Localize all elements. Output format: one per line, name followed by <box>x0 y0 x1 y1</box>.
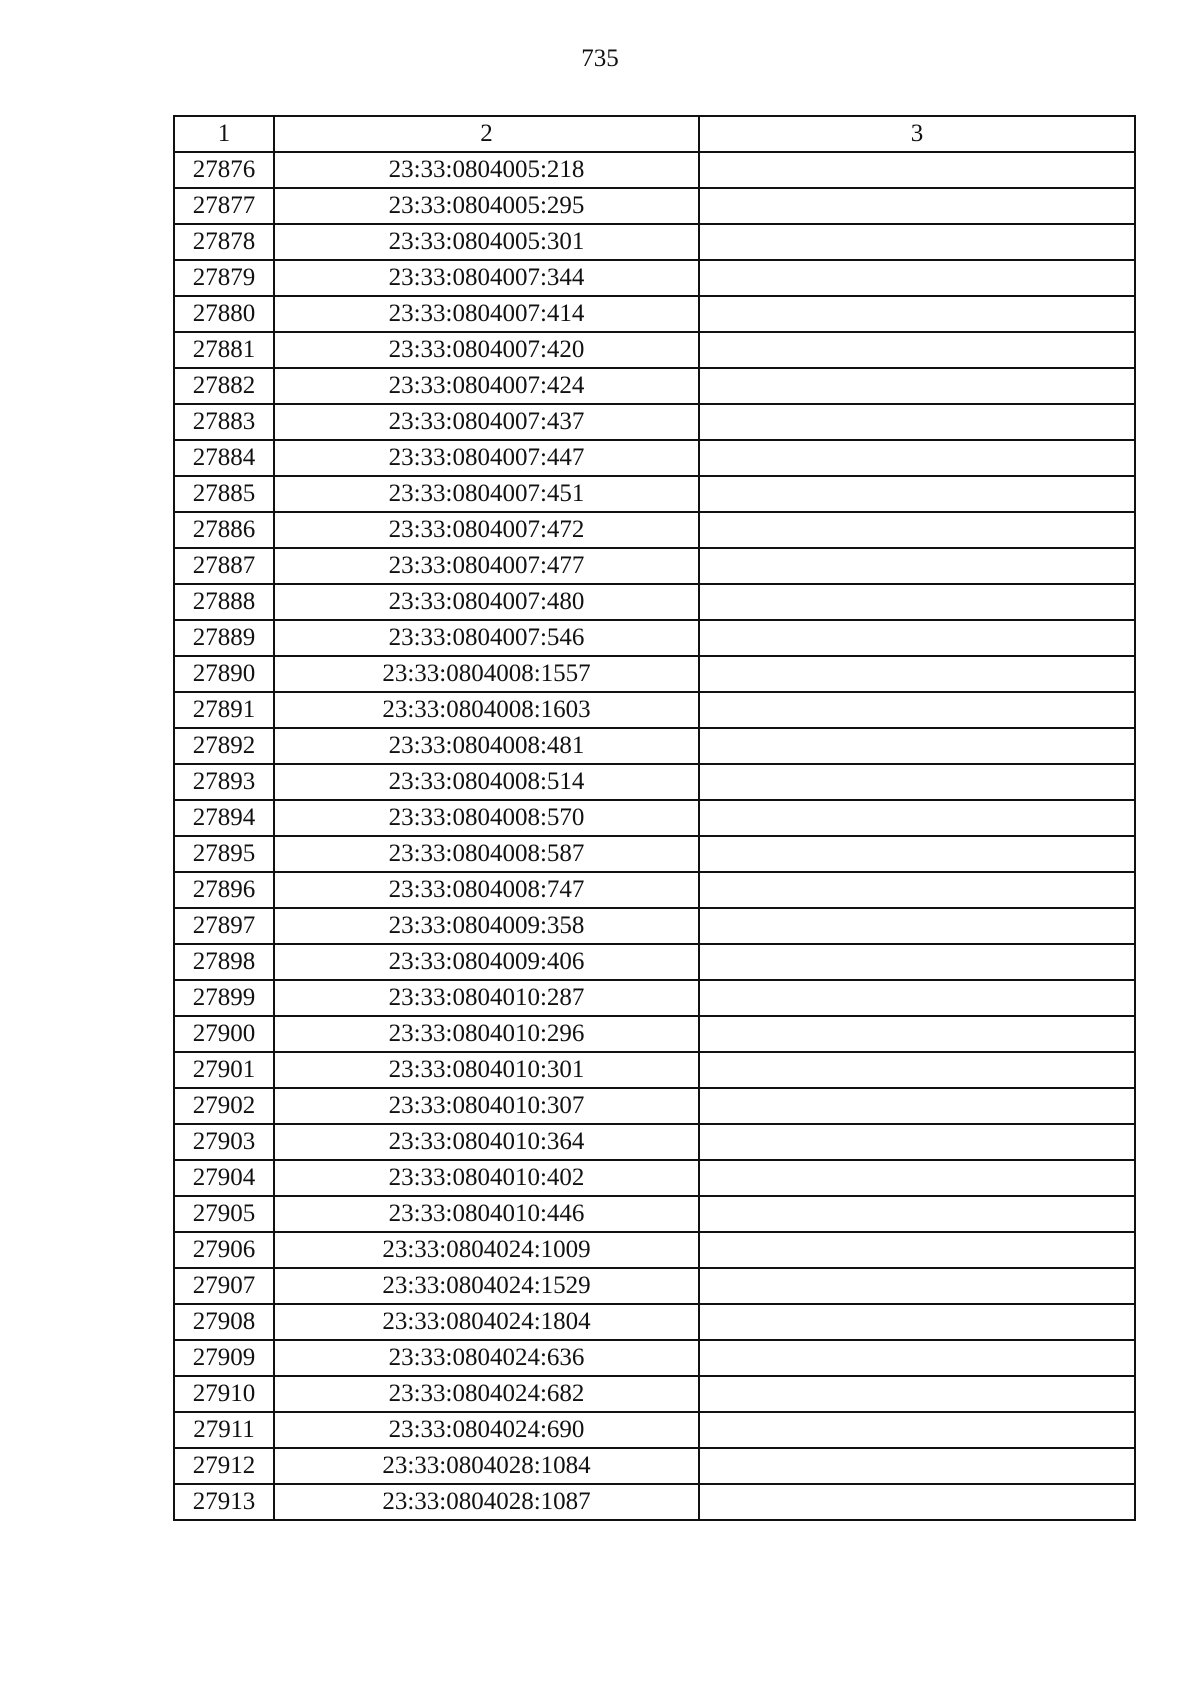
cadastral-number-cell: 23:33:0804024:1009 <box>274 1232 699 1268</box>
row-number-cell: 27906 <box>174 1232 274 1268</box>
row-number-cell: 27889 <box>174 620 274 656</box>
row-number-cell: 27885 <box>174 476 274 512</box>
cadastral-number-cell: 23:33:0804008:587 <box>274 836 699 872</box>
table-row <box>174 188 1135 224</box>
column-header-1: 1 <box>174 116 274 152</box>
cadastral-number-cell: 23:33:0804024:1529 <box>274 1268 699 1304</box>
table-row <box>174 944 1135 980</box>
row-number-cell: 27892 <box>174 728 274 764</box>
note-cell <box>699 692 1135 728</box>
table-row <box>174 656 1135 692</box>
table-row <box>174 1160 1135 1196</box>
table-row <box>174 332 1135 368</box>
note-cell <box>699 584 1135 620</box>
table-row <box>174 584 1135 620</box>
row-number-cell: 27878 <box>174 224 274 260</box>
note-cell <box>699 188 1135 224</box>
row-number-cell: 27887 <box>174 548 274 584</box>
cadastral-number-cell: 23:33:0804007:344 <box>274 260 699 296</box>
note-cell <box>699 908 1135 944</box>
cadastral-number-cell: 23:33:0804008:1603 <box>274 692 699 728</box>
cadastral-number-cell: 23:33:0804010:287 <box>274 980 699 1016</box>
row-number-cell: 27897 <box>174 908 274 944</box>
table-row <box>174 836 1135 872</box>
cadastral-number-cell: 23:33:0804009:358 <box>274 908 699 944</box>
table-row <box>174 908 1135 944</box>
table-row <box>174 1232 1135 1268</box>
row-number-cell: 27903 <box>174 1124 274 1160</box>
cadastral-number-cell: 23:33:0804010:301 <box>274 1052 699 1088</box>
table-row <box>174 1016 1135 1052</box>
table-row <box>174 1340 1135 1376</box>
cadastral-number-cell: 23:33:0804007:424 <box>274 368 699 404</box>
note-cell <box>699 260 1135 296</box>
cadastral-number-cell: 23:33:0804010:402 <box>274 1160 699 1196</box>
page-number: 735 <box>581 45 619 72</box>
note-cell <box>699 1484 1135 1520</box>
note-cell <box>699 548 1135 584</box>
cadastral-number-cell: 23:33:0804007:420 <box>274 332 699 368</box>
cadastral-number-cell: 23:33:0804008:514 <box>274 764 699 800</box>
note-cell <box>699 1340 1135 1376</box>
registry-table <box>173 115 1136 1521</box>
row-number-cell: 27900 <box>174 1016 274 1052</box>
row-number-cell: 27882 <box>174 368 274 404</box>
table-body <box>174 152 1135 1520</box>
note-cell <box>699 944 1135 980</box>
row-number-cell: 27884 <box>174 440 274 476</box>
table-row <box>174 1196 1135 1232</box>
table-row <box>174 1412 1135 1448</box>
note-cell <box>699 980 1135 1016</box>
row-number-cell: 27881 <box>174 332 274 368</box>
cadastral-number-cell: 23:33:0804010:446 <box>274 1196 699 1232</box>
note-cell <box>699 296 1135 332</box>
table-header-row <box>174 116 1135 152</box>
note-cell <box>699 1412 1135 1448</box>
row-number-cell: 27904 <box>174 1160 274 1196</box>
column-header-2: 2 <box>274 116 699 152</box>
note-cell <box>699 368 1135 404</box>
note-cell <box>699 152 1135 188</box>
note-cell <box>699 1304 1135 1340</box>
cadastral-number-cell: 23:33:0804008:747 <box>274 872 699 908</box>
cadastral-number-cell: 23:33:0804007:437 <box>274 404 699 440</box>
note-cell <box>699 440 1135 476</box>
cadastral-number-cell: 23:33:0804007:414 <box>274 296 699 332</box>
cadastral-number-cell: 23:33:0804028:1087 <box>274 1484 699 1520</box>
cadastral-number-cell: 23:33:0804007:447 <box>274 440 699 476</box>
cadastral-number-cell: 23:33:0804024:682 <box>274 1376 699 1412</box>
note-cell <box>699 620 1135 656</box>
table-row <box>174 548 1135 584</box>
table-row <box>174 728 1135 764</box>
row-number-cell: 27893 <box>174 764 274 800</box>
row-number-cell: 27888 <box>174 584 274 620</box>
cadastral-number-cell: 23:33:0804010:296 <box>274 1016 699 1052</box>
table-row <box>174 1304 1135 1340</box>
table-row <box>174 476 1135 512</box>
note-cell <box>699 476 1135 512</box>
cadastral-number-cell: 23:33:0804005:295 <box>274 188 699 224</box>
row-number-cell: 27911 <box>174 1412 274 1448</box>
note-cell <box>699 1376 1135 1412</box>
note-cell <box>699 404 1135 440</box>
row-number-cell: 27896 <box>174 872 274 908</box>
row-number-cell: 27905 <box>174 1196 274 1232</box>
note-cell <box>699 1160 1135 1196</box>
note-cell <box>699 512 1135 548</box>
table-row <box>174 692 1135 728</box>
note-cell <box>699 1124 1135 1160</box>
row-number-cell: 27901 <box>174 1052 274 1088</box>
note-cell <box>699 836 1135 872</box>
row-number-cell: 27912 <box>174 1448 274 1484</box>
row-number-cell: 27876 <box>174 152 274 188</box>
row-number-cell: 27877 <box>174 188 274 224</box>
note-cell <box>699 764 1135 800</box>
cadastral-number-cell: 23:33:0804028:1084 <box>274 1448 699 1484</box>
table-row <box>174 1124 1135 1160</box>
note-cell <box>699 1016 1135 1052</box>
note-cell <box>699 1268 1135 1304</box>
table-row <box>174 1088 1135 1124</box>
note-cell <box>699 1448 1135 1484</box>
row-number-cell: 27907 <box>174 1268 274 1304</box>
table-row <box>174 296 1135 332</box>
cadastral-number-cell: 23:33:0804008:481 <box>274 728 699 764</box>
cadastral-number-cell: 23:33:0804008:1557 <box>274 656 699 692</box>
table-row <box>174 1376 1135 1412</box>
row-number-cell: 27909 <box>174 1340 274 1376</box>
note-cell <box>699 728 1135 764</box>
table-row <box>174 152 1135 188</box>
row-number-cell: 27898 <box>174 944 274 980</box>
note-cell <box>699 224 1135 260</box>
table-row <box>174 224 1135 260</box>
note-cell <box>699 332 1135 368</box>
cadastral-number-cell: 23:33:0804007:477 <box>274 548 699 584</box>
table-row <box>174 1052 1135 1088</box>
note-cell <box>699 1052 1135 1088</box>
cadastral-number-cell: 23:33:0804008:570 <box>274 800 699 836</box>
cadastral-number-cell: 23:33:0804005:301 <box>274 224 699 260</box>
cadastral-number-cell: 23:33:0804010:307 <box>274 1088 699 1124</box>
note-cell <box>699 1196 1135 1232</box>
cadastral-number-cell: 23:33:0804007:480 <box>274 584 699 620</box>
note-cell <box>699 800 1135 836</box>
row-number-cell: 27902 <box>174 1088 274 1124</box>
cadastral-number-cell: 23:33:0804010:364 <box>274 1124 699 1160</box>
row-number-cell: 27879 <box>174 260 274 296</box>
cadastral-number-cell: 23:33:0804009:406 <box>274 944 699 980</box>
row-number-cell: 27895 <box>174 836 274 872</box>
cadastral-number-cell: 23:33:0804007:546 <box>274 620 699 656</box>
row-number-cell: 27908 <box>174 1304 274 1340</box>
note-cell <box>699 656 1135 692</box>
table-row <box>174 404 1135 440</box>
table-row <box>174 440 1135 476</box>
cadastral-number-cell: 23:33:0804024:690 <box>274 1412 699 1448</box>
row-number-cell: 27913 <box>174 1484 274 1520</box>
table-row <box>174 980 1135 1016</box>
cadastral-number-cell: 23:33:0804007:451 <box>274 476 699 512</box>
table-row <box>174 1268 1135 1304</box>
table-row <box>174 368 1135 404</box>
cadastral-number-cell: 23:33:0804024:636 <box>274 1340 699 1376</box>
table-row <box>174 872 1135 908</box>
table-row <box>174 620 1135 656</box>
table-row <box>174 260 1135 296</box>
cadastral-number-cell: 23:33:0804005:218 <box>274 152 699 188</box>
note-cell <box>699 872 1135 908</box>
row-number-cell: 27890 <box>174 656 274 692</box>
table-row <box>174 1448 1135 1484</box>
table-row <box>174 1484 1135 1520</box>
row-number-cell: 27886 <box>174 512 274 548</box>
row-number-cell: 27891 <box>174 692 274 728</box>
row-number-cell: 27894 <box>174 800 274 836</box>
note-cell <box>699 1088 1135 1124</box>
row-number-cell: 27880 <box>174 296 274 332</box>
row-number-cell: 27883 <box>174 404 274 440</box>
column-header-3: 3 <box>699 116 1135 152</box>
note-cell <box>699 1232 1135 1268</box>
cadastral-number-cell: 23:33:0804007:472 <box>274 512 699 548</box>
row-number-cell: 27910 <box>174 1376 274 1412</box>
table-row <box>174 800 1135 836</box>
row-number-cell: 27899 <box>174 980 274 1016</box>
cadastral-number-cell: 23:33:0804024:1804 <box>274 1304 699 1340</box>
table-row <box>174 764 1135 800</box>
table-row <box>174 512 1135 548</box>
